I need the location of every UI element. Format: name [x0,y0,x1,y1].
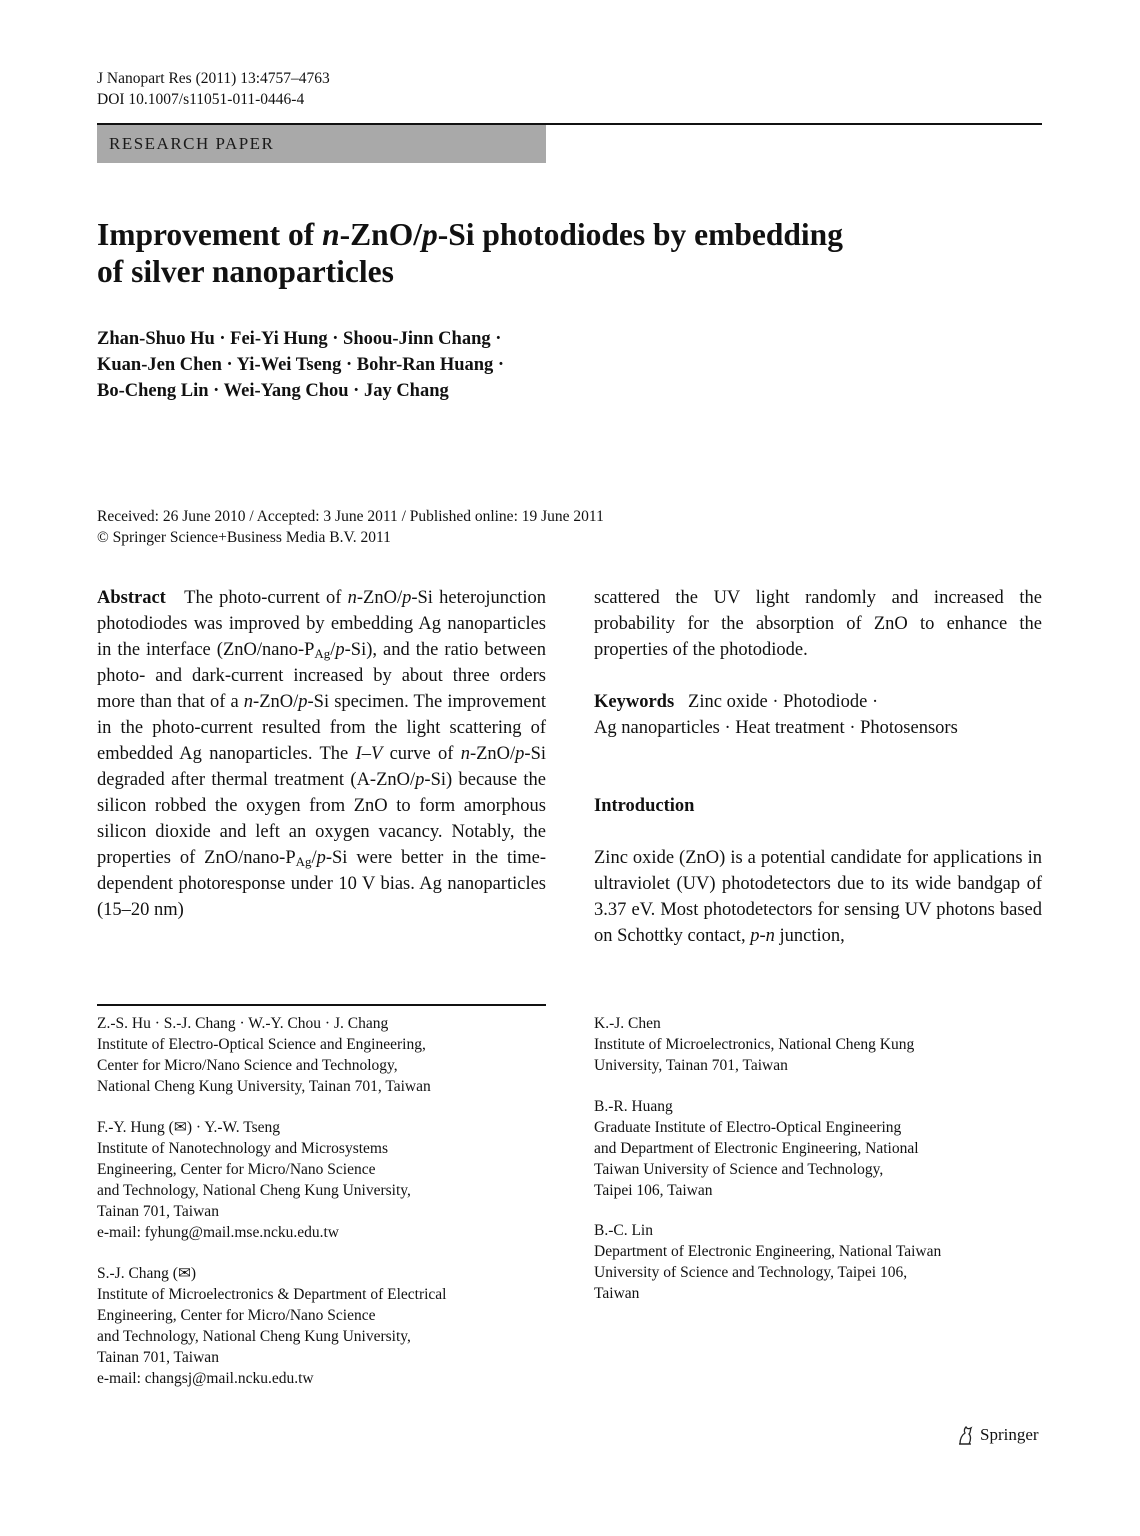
journal-reference: J Nanopart Res (2011) 13:4757–4763 [97,70,330,87]
abstract-continued [594,585,1042,663]
title-line-1: Improvement of n-ZnO/p-Si photodiodes by embedding [97,217,843,252]
affiliation-block-4 [594,1013,1042,1076]
affiliation-authors: B.-R. Huang [594,1098,673,1115]
affiliation-line: and Technology, National Cheng Kung University, [97,1182,411,1199]
affiliation-line: Taiwan University of Science and Technology, [594,1161,884,1178]
affiliation-line: Tainan 701, Taiwan [97,1349,219,1366]
keywords: Keywords Zinc oxide · Photodiode · Ag nanoparticles · Heat treatment · Photosensors [594,692,958,738]
affiliation-line: Graduate Institute of Electro-Optical Engineering [594,1119,902,1136]
keywords-label: Keywords [594,692,675,712]
email-address: e-mail: changsj@mail.ncku.edu.tw [97,1370,314,1387]
paper-title [97,216,997,290]
affiliation-line: Engineering, Center for Micro/Nano Science [97,1307,376,1324]
keyword-item: Photosensors [860,718,958,738]
affiliation-line: University, Tainan 701, Taiwan [594,1057,788,1074]
affiliation-authors: Z.-S. Hu · S.-J. Chang · W.-Y. Chou · J. Chang [97,1015,389,1032]
introduction-paragraph: Zinc oxide (ZnO) is a potential candidate for applications in ultraviolet (UV) photodetectors due to its wide bandgap of 3.37 eV. Most photodetectors for sensing UV photons based on Schottky contact, p-n junction, [594,848,1042,946]
publisher-name: Springer [980,1425,1039,1444]
keyword-item: Photodiode [783,692,868,712]
affiliation-line: Center for Micro/Nano Science and Technology, [97,1057,398,1074]
affiliation-block-5 [594,1096,1042,1201]
footnote-rule [97,1004,546,1006]
affiliation-authors: F.-Y. Hung (✉) · Y.-W. Tseng [97,1119,281,1136]
abstract [97,585,546,923]
affiliation-line: Tainan 701, Taiwan [97,1203,219,1220]
authors-line-1: Zhan-Shuo Hu · Fei-Yi Hung · Shoou-Jinn Chang · [97,329,502,349]
title-line-2: of silver nanoparticles [97,254,394,289]
affiliation-block-1 [97,1013,546,1097]
affiliation-line: Taipei 106, Taiwan [594,1182,713,1199]
abstract-text-left: The photo-current of n-ZnO/p-Si heterojunction photodiodes was improved by embedding Ag nanoparticles in the interface $(ZnO/nano-P_{Ag}/p-Si)$, and the ratio between photo- and dark-current increased by about three orders more than that of a n-ZnO/p-Si specimen. The improvement in the photo-current resulted from the light scattering of embedded Ag nanoparticles. The I–V curve of n-ZnO/p-Si degraded after thermal treatment (A-ZnO/p-Si) because the silicon robbed the oxygen from ZnO to form amorphous silicon dioxide and left an oxygen vacancy. Notably, the properties of ZnO/$nano-P_{Ag}/p-Si$ were better in the time-dependent photoresponse under 10 V bias. Ag nanoparticles (15–20 nm) [97,588,546,920]
affiliation-line: and Department of Electronic Engineering, National [594,1140,919,1157]
doi: DOI 10.1007/s11051-011-0446-4 [97,91,305,108]
springer-horse-icon [956,1424,976,1446]
keyword-item: Ag nanoparticles [594,718,720,738]
abstract-text-right: scattered the UV light randomly and increased the probability for the absorption of ZnO to enhance the properties of the photodiode. [594,588,1042,660]
introduction-text [594,845,1042,949]
affiliation-authors: K.-J. Chen [594,1015,661,1032]
keyword-item: Zinc oxide [688,692,768,712]
affiliation-line: Department of Electronic Engineering, National Taiwan [594,1243,942,1260]
affiliation-block-3 [97,1263,546,1389]
affiliation-line: Institute of Nanotechnology and Microsystems [97,1140,389,1157]
publication-history [97,506,604,548]
journal-header [97,68,330,110]
affiliation-line: and Technology, National Cheng Kung University, [97,1328,411,1345]
category-banner: RESEARCH PAPER [97,125,546,163]
affiliation-block-6 [594,1220,1042,1304]
author-list [97,326,717,404]
affiliation-line: Institute of Microelectronics & Department of Electrical [97,1286,447,1303]
affiliation-authors: S.-J. Chang (✉) [97,1265,197,1282]
affiliation-line: Institute of Electro-Optical Science and Engineering, [97,1036,426,1053]
affiliation-line: Taiwan [594,1285,640,1302]
copyright-line: © Springer Science+Business Media B.V. 2011 [97,529,391,546]
email-address: e-mail: fyhung@mail.mse.ncku.edu.tw [97,1224,339,1241]
introduction-heading: Introduction [594,796,695,816]
affiliation-line: Institute of Microelectronics, National Cheng Kung [594,1036,915,1053]
affiliation-block-2 [97,1117,546,1243]
affiliation-line: Engineering, Center for Micro/Nano Science [97,1161,376,1178]
authors-line-2: Kuan-Jen Chen · Yi-Wei Tseng · Bohr-Ran Huang · [97,355,505,375]
abstract-label: Abstract [97,588,166,608]
publisher-logo [956,1423,1039,1447]
affiliation-line: University of Science and Technology, Taipei 106, [594,1264,908,1281]
affiliation-authors: B.-C. Lin [594,1222,653,1239]
authors-line-3: Bo-Cheng Lin · Wei-Yang Chou · Jay Chang [97,381,449,401]
keyword-item: Heat treatment [735,718,845,738]
dates-line: Received: 26 June 2010 / Accepted: 3 June 2011 / Published online: 19 June 2011 [97,508,604,525]
affiliation-line: National Cheng Kung University, Tainan 701, Taiwan [97,1078,431,1095]
